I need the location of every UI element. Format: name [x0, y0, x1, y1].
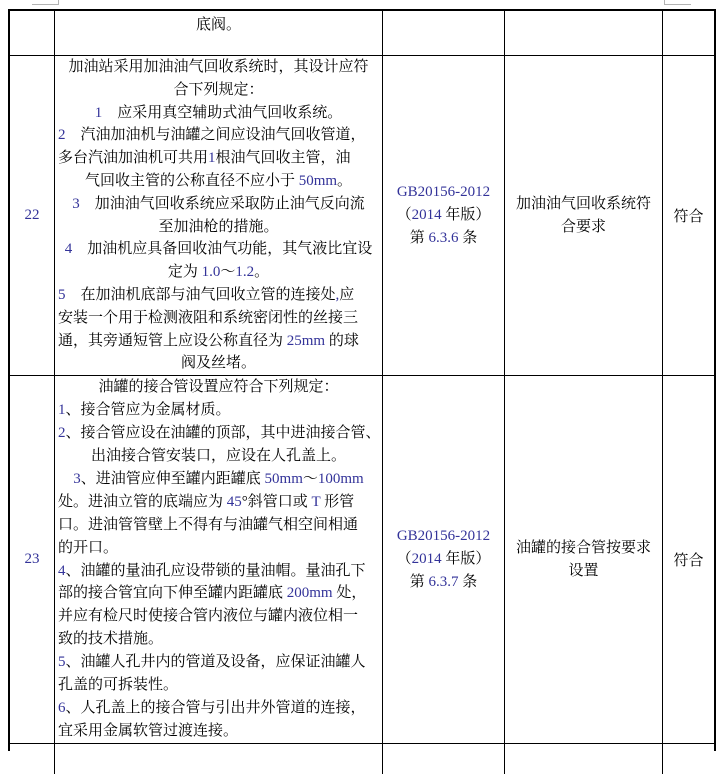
text-line — [58, 147, 379, 170]
text-run: 、接合管应设在油罐的顶部，其中进油接合管、 — [65, 424, 381, 441]
text-run: 、进油管应伸至罐内距罐底 — [80, 470, 265, 487]
cell-result — [662, 376, 714, 743]
text-run: 阀及丝堵。 — [180, 355, 256, 372]
text-run: 。 — [337, 172, 353, 189]
empty-cell — [382, 744, 504, 774]
table-row — [10, 11, 714, 56]
text-run: 、油罐人孔井内的管道及设备，应保证油罐人 — [65, 654, 366, 671]
text-run: 100mm — [317, 470, 364, 487]
finding-text — [516, 193, 651, 239]
cell-row-number — [10, 11, 54, 55]
text-line — [58, 216, 379, 239]
table-row — [10, 56, 714, 376]
table-row — [10, 376, 714, 744]
text-line — [58, 14, 379, 37]
text-run: 合下列规定： — [173, 81, 264, 98]
page-corner-mark-right-v — [664, 0, 665, 5]
text-run: 第 — [409, 230, 429, 246]
text-run: 并应有检尺时使接合管内液位与罐内液位相一 — [58, 608, 359, 625]
text-run: 至加油枪的措施。 — [158, 218, 279, 235]
text-line — [58, 330, 379, 353]
cell-inspection-finding — [504, 11, 662, 55]
text-line — [58, 170, 379, 193]
text-line — [397, 181, 491, 204]
text-run: 1 — [208, 150, 216, 167]
standard-basis-text — [397, 181, 491, 250]
text-run: 、人孔盖上的接合管与引出井外管道的连接， — [65, 700, 366, 717]
text-run: 4 — [58, 562, 66, 579]
text-line — [58, 468, 379, 491]
text-run: 年版） — [441, 551, 491, 567]
text-line — [58, 491, 379, 514]
text-line — [397, 227, 491, 250]
text-run: 6 — [58, 700, 66, 717]
text-run: 口。进油管管壁上不得有与油罐气相空间相通 — [58, 516, 359, 533]
text-run: °斜管口或 — [241, 493, 312, 510]
text-run: 200mm — [286, 585, 333, 602]
cell-row-number — [10, 376, 54, 743]
text-line — [58, 422, 379, 445]
text-run: 4 — [64, 241, 73, 258]
text-run: 宜采用金属软管过渡连接。 — [58, 723, 239, 740]
text-run: 的球 — [325, 332, 359, 349]
text-run: 2014 — [411, 551, 442, 567]
text-line — [397, 525, 491, 548]
text-line — [58, 102, 379, 125]
text-run: 1.0 — [201, 264, 221, 281]
row-number: 23 — [24, 551, 40, 567]
text-run: 油罐的接合管按要求 — [515, 539, 651, 556]
text-line — [58, 261, 379, 284]
text-run: GB20156-2012 — [396, 184, 491, 200]
text-run: ～ — [302, 470, 318, 487]
finding-text — [516, 537, 651, 583]
text-run: 处。进油立管的底端应为 — [58, 493, 227, 510]
text-line — [516, 537, 651, 560]
text-run: （ — [396, 551, 412, 567]
cell-result — [662, 56, 714, 375]
text-line — [397, 548, 491, 571]
text-run: , — [335, 286, 340, 303]
text-run: 孔盖的可拆装性。 — [58, 677, 179, 694]
result-label: 符合 — [673, 553, 704, 569]
text-line — [58, 674, 379, 697]
text-line — [58, 560, 379, 583]
cell-standard-basis — [382, 56, 504, 375]
text-run: 6.3.7 — [428, 574, 459, 590]
text-run: 2 — [58, 424, 66, 441]
text-run: 致的技术措施。 — [58, 631, 164, 648]
page-corner-mark-left-h — [32, 4, 59, 5]
text-run: 合要求 — [560, 218, 606, 235]
text-line — [58, 720, 379, 743]
text-line — [58, 124, 379, 147]
text-run: 气回收主管的公称直径不应小于 — [84, 172, 299, 189]
text-line — [58, 628, 379, 651]
table-row-stub — [10, 744, 714, 774]
text-run: 2014 — [411, 207, 442, 223]
text-run: 50mm — [264, 470, 303, 487]
text-run: 在加油机底部与油气回收立管的连接处 — [65, 286, 336, 303]
text-run: 25mm — [286, 332, 326, 349]
empty-cell — [504, 744, 662, 774]
cell-inspection-content — [54, 56, 382, 375]
text-run: 5 — [58, 654, 66, 671]
text-run: T — [311, 493, 321, 510]
text-line — [58, 605, 379, 628]
text-run: 3 — [73, 470, 81, 487]
text-run: 根油气回收主管，油 — [215, 150, 351, 167]
text-line — [58, 193, 379, 216]
inspection-table — [8, 9, 716, 751]
text-line — [516, 193, 651, 216]
cell-inspection-finding — [504, 376, 662, 743]
text-line — [58, 537, 379, 560]
text-line — [58, 651, 379, 674]
text-run: 出油接合管安装口，应设在人孔盖上。 — [90, 447, 346, 464]
text-run: 1 — [94, 104, 103, 121]
text-line — [58, 238, 379, 261]
result-label: 符合 — [673, 209, 704, 225]
text-run: （ — [396, 207, 412, 223]
text-run: 设置 — [568, 562, 599, 579]
text-line — [397, 571, 491, 594]
page-corner-mark-right-h — [664, 4, 691, 5]
text-run: 条 — [458, 574, 478, 590]
text-line — [58, 352, 379, 375]
text-run: 1.2 — [235, 264, 255, 281]
text-line — [58, 284, 379, 307]
text-line — [397, 204, 491, 227]
empty-cell — [662, 744, 714, 774]
text-line — [58, 697, 379, 720]
text-line — [58, 376, 379, 399]
text-run: 3 — [72, 195, 80, 212]
text-run: ～ — [220, 264, 236, 281]
text-line — [58, 445, 379, 468]
text-line — [58, 399, 379, 422]
text-run: GB20156-2012 — [396, 528, 491, 544]
text-run: 。 — [254, 264, 270, 281]
text-run: 油罐的接合管设置应符合下列规定： — [98, 379, 339, 395]
cell-result — [662, 11, 714, 55]
text-run: 50mm — [298, 172, 338, 189]
text-line — [58, 307, 379, 330]
text-line — [516, 216, 651, 239]
text-line — [58, 79, 379, 102]
text-run: 加油油气回收系统符 — [515, 195, 651, 212]
text-line — [58, 582, 379, 605]
cell-inspection-content — [54, 376, 382, 743]
cell-inspection-finding — [504, 56, 662, 375]
text-run: 2 — [58, 127, 66, 144]
text-run: 加油油气回收系统应采取防止油气反向流 — [79, 195, 365, 212]
empty-cell — [10, 744, 54, 774]
text-run: 定为 — [167, 264, 202, 281]
text-run: 6.3.6 — [428, 230, 459, 246]
empty-cell — [54, 744, 382, 774]
text-line — [516, 560, 651, 583]
text-run: 汽油加油机与油罐之间应设油气回收管道， — [65, 127, 366, 144]
text-run: 加油站采用加油油气回收系统时，其设计应符 — [68, 59, 369, 75]
row-number: 22 — [24, 207, 40, 223]
text-run: 的开口。 — [58, 539, 119, 556]
text-run: 、油罐的量油孔应设带锁的量油帽。量油孔下 — [65, 562, 366, 579]
cell-inspection-content — [54, 11, 382, 55]
text-run: 形管 — [320, 493, 355, 510]
text-run: 加油机应具备回收油气功能，其气液比宜设 — [72, 241, 373, 258]
text-run: 应采用真空辅助式油气回收系统。 — [102, 104, 343, 121]
text-run: 多台汽油加油机可共用 — [58, 150, 209, 167]
text-line — [58, 56, 379, 79]
text-run: 1 — [58, 401, 66, 418]
cell-standard-basis — [382, 376, 504, 743]
standard-basis-text — [397, 525, 491, 594]
text-run: 安装一个用于检测液阻和系统密闭性的丝接三 — [58, 309, 359, 326]
text-run: 部的接合管宜向下伸至罐内距罐底 — [58, 585, 287, 602]
text-run: 第 — [409, 574, 429, 590]
cell-row-number — [10, 56, 54, 375]
text-run: 处， — [332, 585, 367, 602]
text-run: 、接合管应为金属材质。 — [65, 401, 231, 418]
cell-standard-basis — [382, 11, 504, 55]
text-run: 应 — [339, 286, 355, 303]
text-line — [58, 514, 379, 537]
text-run: 5 — [58, 286, 66, 303]
page-corner-mark-left-v — [58, 0, 59, 5]
text-run: 通，其旁通短管上应设公称直径为 — [58, 332, 287, 349]
text-run: 年版） — [441, 207, 491, 223]
text-run: 底阀。 — [195, 17, 241, 33]
text-run: 45 — [226, 493, 242, 510]
text-run: 条 — [458, 230, 478, 246]
